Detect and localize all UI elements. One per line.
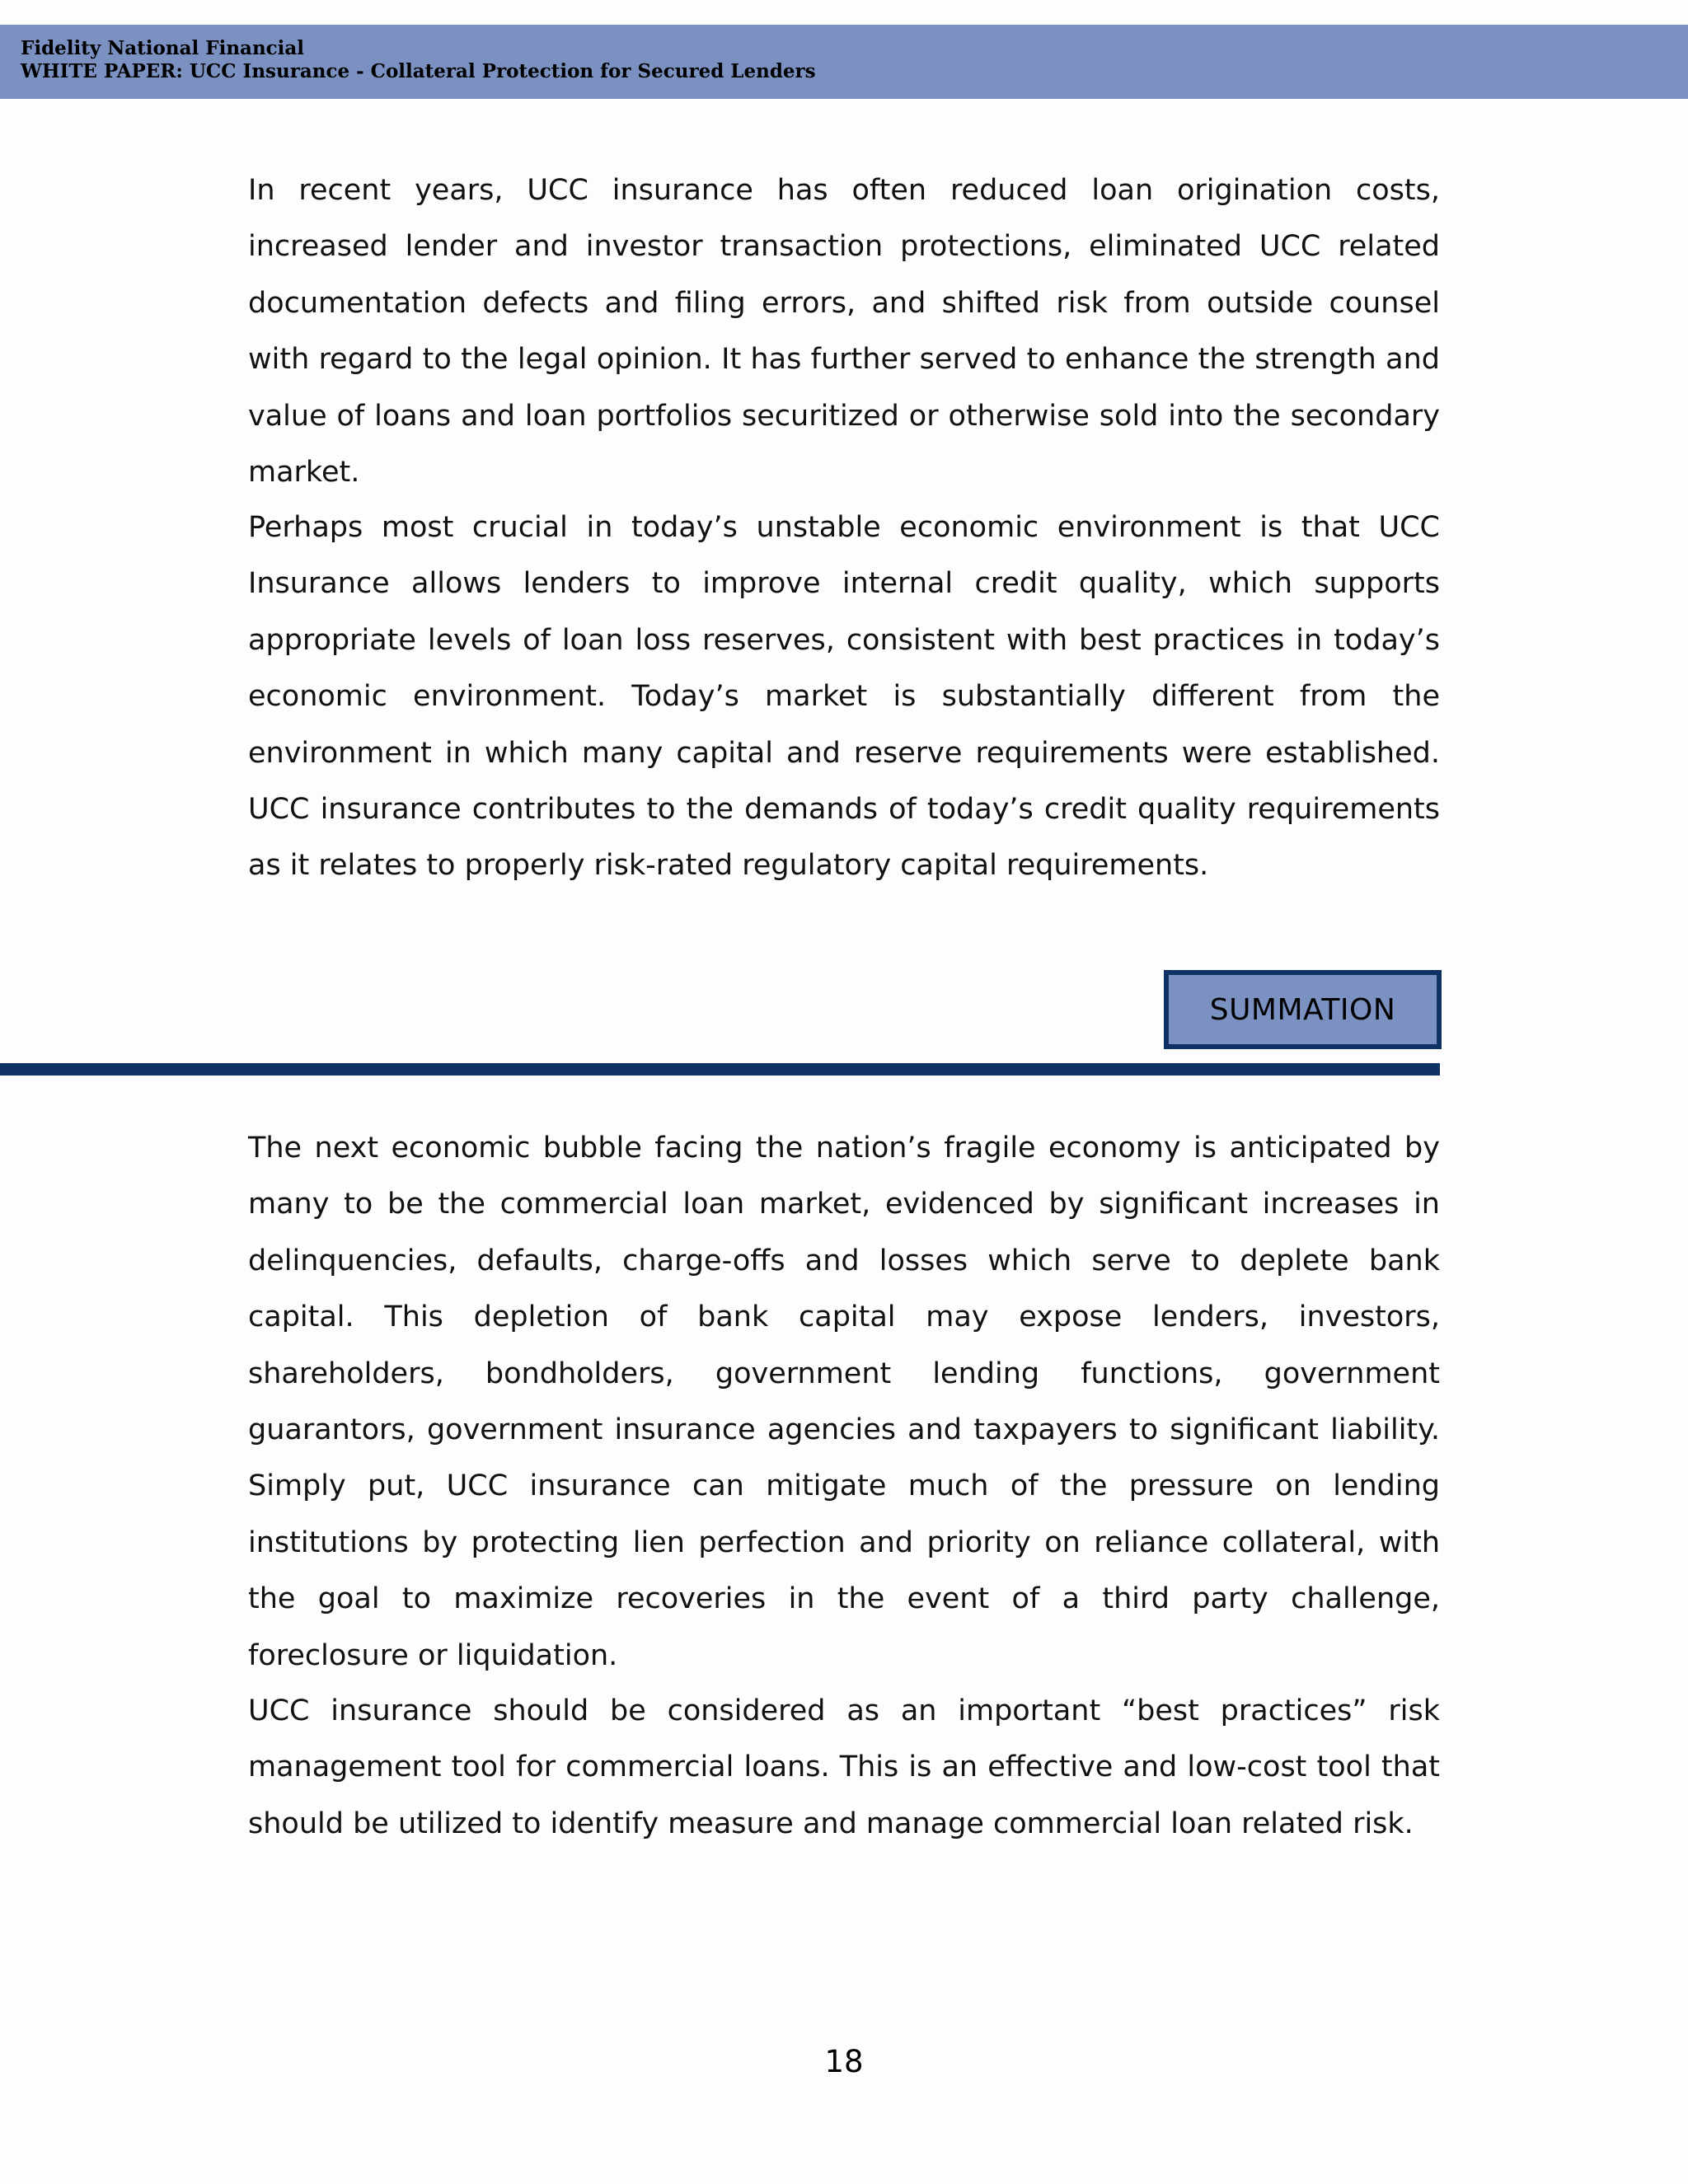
section-divider (0, 1063, 1440, 1076)
summation-paragraph-1: The next economic bubble facing the nation’s fragile economy is anticipated by many to be the commercial loan market, evidenced by significant increases in delinquencies, defaults, charge-offs and losses which serve to deplete bank capital. This depletion of bank capital may expose lenders, investors, shareholders, bondholders, government lending functions, government guarantors, government insurance agencies and taxpayers to significant liability. Simply put, UCC insurance can mitigate much of the pressure on lending institutions by protecting lien perfection and priority on reliance collateral, with the goal to maximize recoveries in the event of a third party challenge, foreclosure or liquidation. (248, 1132, 1440, 1672)
section-heading-box (1164, 970, 1442, 1049)
body-paragraph-2: Perhaps most crucial in today’s unstable economic environment is that UCC Insurance allows lenders to improve internal credit quality, which supports appropriate levels of loan loss reserves, consistent with best practices in today’s economic environment. Today’s market is substantially different from the environment in which many capital and reserve requirements were established. UCC insurance contributes to the demands of today’s credit quality requirements as it relates to properly risk-rated regulatory capital requirements. (248, 511, 1440, 883)
header-document-title: WHITE PAPER: UCC Insurance - Collateral Protection for Secured Lenders (21, 60, 816, 82)
summation-paragraph-2: UCC insurance should be considered as an important “best practices” risk management tool for commercial loans. This is an effective and low-cost tool that should be utilized to identify measure and manage commercial loan related risk. (248, 1694, 1440, 1840)
body-paragraph-1: In recent years, UCC insurance has often reduced loan origination costs, increased lender and investor transaction protections, eliminated UCC related documentation defects and filing errors, and shifted risk from outside counsel with regard to the legal opinion. It has further served to enhance the strength and value of loans and loan portfolios securitized or otherwise sold into the secondary market. (248, 174, 1440, 490)
header-company-name: Fidelity National Financial (21, 37, 305, 59)
page-number: 18 (824, 2044, 864, 2079)
section-heading: SUMMATION (1209, 992, 1396, 1027)
document-header (0, 25, 1688, 99)
